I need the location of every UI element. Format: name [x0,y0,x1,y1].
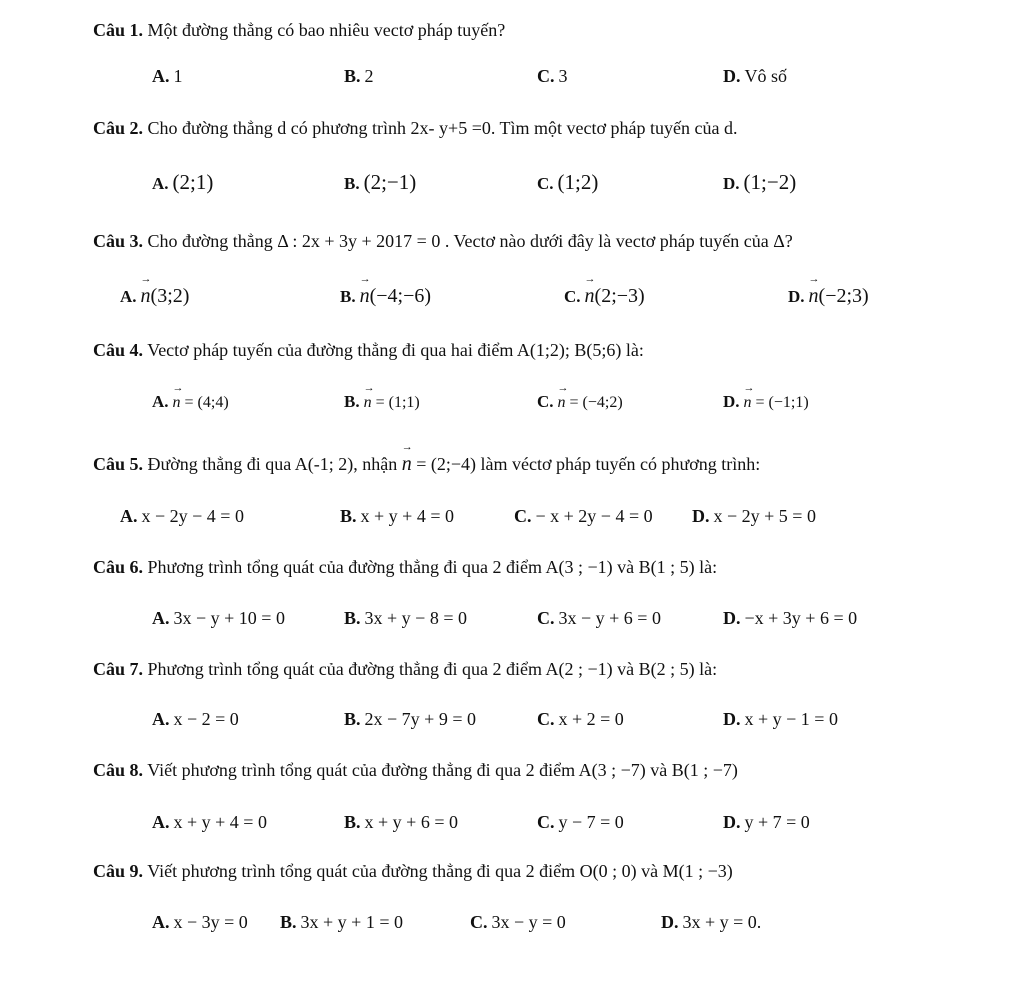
question-text: Phương trình tổng quát của đường thẳng đi qua 2 điểm A(3 ; −1) và B(1 ; 5) là: [143,557,718,577]
option-d[interactable]: D. Vô số [723,66,788,86]
option-d[interactable]: D.→ n = (−1;1) [723,392,809,412]
option-b[interactable]: B. 2x − 7y + 9 = 0 [344,709,476,729]
option-d[interactable]: D. y + 7 = 0 [723,812,810,832]
options-row-1 [0,66,1024,96]
options-row-9 [0,912,1024,942]
question-text: Viết phương trình tổng quát của đường thẳng đi qua 2 điểm O(0 ; 0) và M(1 ; −3) [143,861,733,881]
question-label: Câu 7. [93,659,144,679]
options-row-4 [0,392,1024,422]
option-c[interactable]: C.→ n(2;−3) [564,285,645,308]
option-a[interactable]: A. 1 [152,66,183,86]
question-label: Câu 4. [93,340,144,360]
option-d[interactable]: D. −x + 3y + 6 = 0 [723,608,858,628]
question-4 [93,340,644,361]
option-c[interactable]: C. 3x − y = 0 [470,912,566,932]
options-row-7 [0,709,1024,739]
options-row-3 [0,285,1024,315]
question-6 [93,557,717,578]
option-c[interactable]: C. − x + 2y − 4 = 0 [514,506,653,526]
options-row-2 [0,170,1024,200]
option-b[interactable]: B. 3x + y − 8 = 0 [344,608,467,628]
vector-n-icon: → n [809,285,819,308]
question-label: Câu 6. [93,557,144,577]
vector-n-icon: → n [585,285,595,308]
question-8 [93,760,738,781]
question-9 [93,861,733,882]
option-d[interactable]: D.→ n(−2;3) [788,285,869,308]
option-c[interactable]: C. 3x − y + 6 = 0 [537,608,661,628]
question-1 [93,20,505,41]
vector-n-icon: → n [360,285,370,308]
question-text-after: = (2;−4) làm véctơ pháp tuyến có phương trình: [411,454,761,474]
question-text: Phương trình tổng quát của đường thẳng đi qua 2 điểm A(2 ; −1) và B(2 ; 5) là: [143,659,718,679]
question-text: Một đường thẳng có bao nhiêu vectơ pháp tuyến? [143,20,506,40]
option-b[interactable]: B. (2;−1) [344,170,417,194]
option-d[interactable]: D. x + y − 1 = 0 [723,709,838,729]
vector-n-icon: → n [558,394,566,412]
vector-n-icon: → n [744,394,752,412]
question-label: Câu 2. [93,118,144,138]
option-b[interactable]: B. 2 [344,66,374,86]
question-2 [93,118,737,139]
vector-n-icon: → n [141,285,151,308]
question-label: Câu 8. [93,760,144,780]
option-a[interactable]: A.→ n = (4;4) [152,392,229,412]
question-label: Câu 9. [93,861,144,881]
option-c[interactable]: C. 3 [537,66,568,86]
option-b[interactable]: B. x + y + 6 = 0 [344,812,458,832]
option-c[interactable]: C. y − 7 = 0 [537,812,624,832]
option-a[interactable]: A. (2;1) [152,170,214,194]
question-5 [93,453,760,476]
option-c[interactable]: C. x + 2 = 0 [537,709,624,729]
question-text: Vectơ pháp tuyến của đường thẳng đi qua hai điểm A(1;2); B(5;6) là: [143,340,644,360]
option-a[interactable]: A. x − 3y = 0 [152,912,248,932]
vector-n-icon: → n [402,453,412,476]
option-a[interactable]: A. x − 2 = 0 [152,709,239,729]
options-row-5 [0,506,1024,536]
option-a[interactable]: A. x + y + 4 = 0 [152,812,267,832]
option-d[interactable]: D. (1;−2) [723,170,797,194]
option-c[interactable]: C.→ n = (−4;2) [537,392,623,412]
option-b[interactable]: B. 3x + y + 1 = 0 [280,912,403,932]
question-text: Đường thẳng đi qua A(-1; 2), nhận [143,454,398,474]
question-text: Cho đường thẳng Δ : 2x + 3y + 2017 = 0 . Vectơ nào dưới đây là vectơ pháp tuyến của Δ? [143,231,793,251]
option-c[interactable]: C. (1;2) [537,170,599,194]
question-7 [93,659,717,680]
question-text: Viết phương trình tổng quát của đường thẳng đi qua 2 điểm A(3 ; −7) và B(1 ; −7) [143,760,738,780]
option-b[interactable]: B.→ n(−4;−6) [340,285,431,308]
option-d[interactable]: D. 3x + y = 0. [661,912,762,932]
options-row-8 [0,812,1024,842]
question-3 [93,231,793,252]
options-row-6 [0,608,1024,638]
option-a[interactable]: A.→ n(3;2) [120,285,189,308]
option-b[interactable]: B.→ n = (1;1) [344,392,420,412]
option-a[interactable]: A. 3x − y + 10 = 0 [152,608,285,628]
question-label: Câu 3. [93,231,144,251]
question-text: Cho đường thẳng d có phương trình 2x- y+5 =0. Tìm một vectơ pháp tuyến của d. [143,118,738,138]
option-b[interactable]: B. x + y + 4 = 0 [340,506,454,526]
vector-n-icon: → n [173,394,181,412]
option-d[interactable]: D. x − 2y + 5 = 0 [692,506,816,526]
question-label: Câu 5. [93,454,144,474]
option-a[interactable]: A. x − 2y − 4 = 0 [120,506,244,526]
vector-n-icon: → n [364,394,372,412]
question-label: Câu 1. [93,20,144,40]
